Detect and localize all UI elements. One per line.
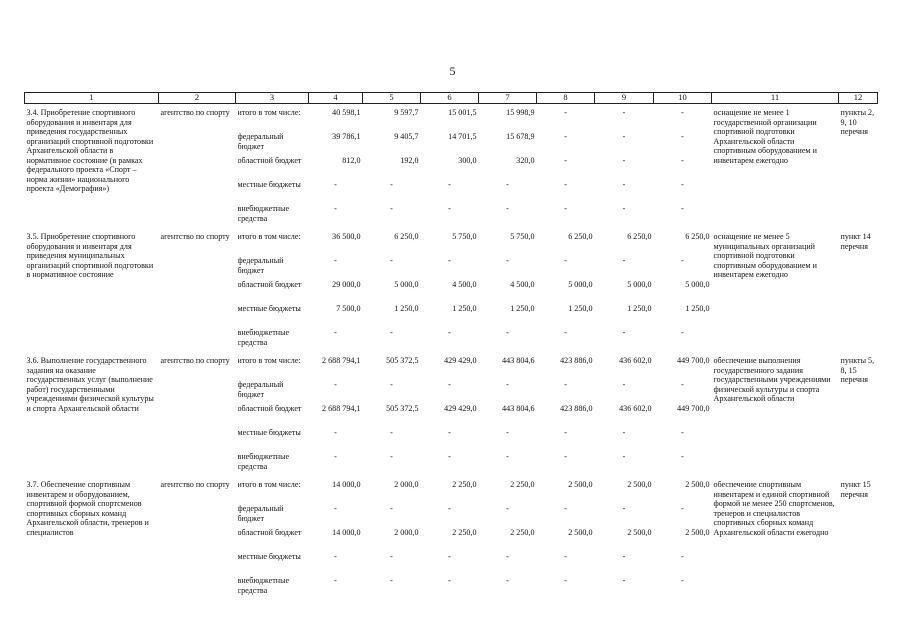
amount-value: - xyxy=(448,180,451,189)
column-header-1: 1 xyxy=(25,93,159,104)
funding-source-label: итого в том числе: xyxy=(237,480,301,489)
amount-cell-c8 xyxy=(537,476,595,600)
amount-value: - xyxy=(622,180,626,189)
amount-value: 429 429,0 xyxy=(444,404,477,413)
amount-value: 5 000,0 xyxy=(627,280,652,289)
amount-cell-c9 xyxy=(595,476,654,600)
amount-value: 2 250,0 xyxy=(510,528,535,537)
amount-value: 443 804,6 xyxy=(502,356,535,365)
amount-value: - xyxy=(448,328,451,337)
amount-value: - xyxy=(622,504,626,513)
amount-value: - xyxy=(564,428,567,437)
funding-source-label: итого в том числе: xyxy=(237,356,301,365)
amount-value: - xyxy=(334,428,337,437)
amount-cell-c5 xyxy=(363,104,421,229)
amount-cell-c8 xyxy=(537,352,595,476)
list-points-cell: пункт 15 перечня xyxy=(840,480,871,499)
measure-description: 3.5. Приобретение спортивного оборудования и инвентаря для приведения муниципальных организаций спортивной подготовки в нормативное состояние xyxy=(26,232,154,279)
amount-value: - xyxy=(448,452,451,461)
measure-description: 3.7. Обеспечение спортивным инвентарем и оборудованием, спортивной формой спортсменов спортивных сборных команд Архангельской области, тренеров и специалистов xyxy=(26,480,149,537)
target-indicator-cell: обеспечение спортивным инвентарем и единой спортивной формой не менее 250 спортсменов, тренеров и специалистов спортивных сборных команд Архангельской области ежегодно xyxy=(713,480,835,537)
amount-cell-c8 xyxy=(537,104,595,229)
funding-source-label: местные бюджеты xyxy=(237,428,301,437)
amount-cell-c7 xyxy=(479,228,537,352)
amount-value: - xyxy=(681,132,684,141)
amount-value: - xyxy=(506,452,509,461)
funding-source-label: внебюджетные средства xyxy=(237,576,290,595)
amount-value: - xyxy=(622,156,626,165)
amount-value: - xyxy=(506,180,509,189)
amount-value: 7 500,0 xyxy=(336,304,361,313)
amount-value: 449 700,0 xyxy=(677,404,710,413)
measure-description: 3.4. Приобретение спортивного оборудования и инвентаря для приведения государственных организаций спортивной подготовки Архангельской области в нормативное состояние (в рамках федерального проекта «Спорт – норма жизни» национального проекта «Демография») xyxy=(26,108,154,193)
amount-value: - xyxy=(334,452,337,461)
amount-value: 4 500,0 xyxy=(510,280,535,289)
amount-value: - xyxy=(448,380,451,389)
amount-cell-c10 xyxy=(654,104,712,229)
amount-value: - xyxy=(390,428,393,437)
amount-value: - xyxy=(506,380,509,389)
funding-source-label: областной бюджет xyxy=(237,156,302,165)
amount-value: - xyxy=(622,328,626,337)
amount-value: - xyxy=(334,204,337,213)
amount-value: - xyxy=(622,452,626,461)
amount-cell-c4 xyxy=(309,352,363,476)
amount-value: 6 250,0 xyxy=(685,232,710,241)
amount-cell-c6 xyxy=(421,104,479,229)
amount-value: 2 500,0 xyxy=(627,528,652,537)
amount-value: - xyxy=(390,204,393,213)
amount-value: 429 429,0 xyxy=(444,356,477,365)
executor-cell: агентство по спорту xyxy=(160,356,230,365)
amount-value: - xyxy=(390,552,393,561)
amount-cell-c6 xyxy=(421,228,479,352)
funding-source-label: итого в том числе: xyxy=(237,108,301,117)
amount-value: - xyxy=(681,552,684,561)
executor-cell: агентство по спорту xyxy=(160,232,230,241)
funding-source-label: областной бюджет xyxy=(237,404,302,413)
amount-value: - xyxy=(681,256,684,265)
funding-sources-cell xyxy=(236,104,309,229)
amount-value: - xyxy=(564,576,567,585)
amount-value: 1 250,0 xyxy=(685,304,710,313)
amount-value: - xyxy=(334,380,337,389)
list-points-cell: пункты 2, 9, 10 перечня xyxy=(840,108,875,136)
amount-value: 443 804,6 xyxy=(502,404,535,413)
amount-value: 2 500,0 xyxy=(568,480,593,489)
amount-value: 6 250,0 xyxy=(568,232,593,241)
amount-cell-c7 xyxy=(479,104,537,229)
amount-value: - xyxy=(622,576,626,585)
column-header-5: 5 xyxy=(363,93,421,104)
amount-value: - xyxy=(564,504,567,513)
funding-source-label: местные бюджеты xyxy=(237,552,301,561)
amount-value: 2 688 794,1 xyxy=(322,356,361,365)
column-header-2: 2 xyxy=(159,93,236,104)
amount-value: - xyxy=(564,156,567,165)
amount-value: 14 701,5 xyxy=(448,132,477,141)
target-indicator-cell: обеспечение выполнения государственного задания государственными учреждениями физической культуры и спорта Архангельской области xyxy=(713,356,831,403)
amount-value: - xyxy=(622,204,626,213)
amount-value: - xyxy=(681,576,684,585)
amount-value: - xyxy=(564,132,567,141)
amount-value: 14 000,0 xyxy=(332,480,361,489)
amount-value: 5 000,0 xyxy=(568,280,593,289)
amount-value: 9 597,7 xyxy=(394,108,419,117)
measure-description: 3.6. Выполнение государственного задания на оказание государственных услуг (выполнение работ) государственными учреждениями физической культуры и спорта Архангельской области xyxy=(26,356,154,413)
amount-value: 812,0 xyxy=(342,156,361,165)
column-header-4: 4 xyxy=(309,93,363,104)
amount-value: - xyxy=(681,452,684,461)
amount-value: 5 750,0 xyxy=(510,232,535,241)
amount-value: 15 998,9 xyxy=(506,108,535,117)
amount-value: - xyxy=(622,552,626,561)
amount-value: 6 250,0 xyxy=(394,232,419,241)
funding-source-label: внебюджетные средства xyxy=(237,328,290,347)
amount-value: 2 250,0 xyxy=(510,480,535,489)
amount-value: 39 786,1 xyxy=(332,132,361,141)
amount-value: - xyxy=(390,576,393,585)
amount-value: - xyxy=(506,428,509,437)
amount-value: - xyxy=(390,452,393,461)
amount-value: 300,0 xyxy=(458,156,477,165)
amount-value: 2 000,0 xyxy=(394,528,419,537)
amount-value: - xyxy=(564,452,567,461)
column-header-3: 3 xyxy=(236,93,309,104)
amount-value: - xyxy=(448,428,451,437)
amount-value: 436 602,0 xyxy=(619,404,652,413)
table-row xyxy=(25,476,878,600)
amount-value: - xyxy=(334,552,337,561)
amount-value: - xyxy=(448,504,451,513)
amount-value: - xyxy=(564,552,567,561)
amount-value: - xyxy=(564,380,567,389)
amount-value: - xyxy=(564,204,567,213)
funding-source-label: местные бюджеты xyxy=(237,304,301,313)
amount-value: - xyxy=(506,204,509,213)
amount-value: 36 500,0 xyxy=(332,232,361,241)
funding-sources-cell xyxy=(236,352,309,476)
amount-value: - xyxy=(390,504,393,513)
amount-value: 423 886,0 xyxy=(560,404,593,413)
amount-cell-c10 xyxy=(654,228,712,352)
header-row xyxy=(25,93,878,104)
amount-value: 1 250,0 xyxy=(627,304,652,313)
amount-value: 9 405,7 xyxy=(394,132,419,141)
amount-value: - xyxy=(390,328,393,337)
amount-value: - xyxy=(564,180,567,189)
amount-value: - xyxy=(448,204,451,213)
amount-value: - xyxy=(334,256,337,265)
amount-value: 14 000,0 xyxy=(332,528,361,537)
amount-cell-c5 xyxy=(363,228,421,352)
amount-value: 2 500,0 xyxy=(627,480,652,489)
amount-value: - xyxy=(506,256,509,265)
executor-cell: агентство по спорту xyxy=(160,480,230,489)
funding-source-label: местные бюджеты xyxy=(237,180,301,189)
amount-value: - xyxy=(564,108,567,117)
column-header-6: 6 xyxy=(421,93,479,104)
amount-value: - xyxy=(390,256,393,265)
amount-value: 40 598,1 xyxy=(332,108,361,117)
amount-value: - xyxy=(681,328,684,337)
amount-value: - xyxy=(681,156,684,165)
amount-value: - xyxy=(506,504,509,513)
amount-value: - xyxy=(622,256,626,265)
amount-value: 2 500,0 xyxy=(568,528,593,537)
table-row xyxy=(25,104,878,229)
amount-value: 449 700,0 xyxy=(677,356,710,365)
amount-cell-c4 xyxy=(309,104,363,229)
target-indicator-cell: оснащение не менее 5 муниципальных организаций спортивной подготовки спортивным оборудованием и инвентарем ежегодно xyxy=(713,232,817,279)
column-header-8: 8 xyxy=(537,93,595,104)
amount-value: 1 250,0 xyxy=(510,304,535,313)
amount-cell-c5 xyxy=(363,476,421,600)
funding-source-label: федеральный бюджет xyxy=(237,504,284,523)
column-header-11: 11 xyxy=(712,93,839,104)
amount-value: 423 886,0 xyxy=(560,356,593,365)
amount-value: 2 688 794,1 xyxy=(322,404,361,413)
amount-value: 2 000,0 xyxy=(394,480,419,489)
column-header-12: 12 xyxy=(839,93,878,104)
amount-cell-c4 xyxy=(309,476,363,600)
amount-value: 2 250,0 xyxy=(452,480,477,489)
amount-value: - xyxy=(564,256,567,265)
amount-cell-c6 xyxy=(421,352,479,476)
amount-value: - xyxy=(622,132,626,141)
amount-value: - xyxy=(681,380,684,389)
page-number: 5 xyxy=(449,64,456,78)
column-header-10: 10 xyxy=(654,93,712,104)
amount-value: - xyxy=(390,180,393,189)
amount-cell-c8 xyxy=(537,228,595,352)
amount-value: 5 000,0 xyxy=(394,280,419,289)
amount-value: - xyxy=(448,576,451,585)
amount-value: - xyxy=(622,380,626,389)
amount-cell-c4 xyxy=(309,228,363,352)
amount-value: - xyxy=(334,576,337,585)
amount-cell-c10 xyxy=(654,352,712,476)
amount-value: 1 250,0 xyxy=(568,304,593,313)
table-row xyxy=(25,228,878,352)
amount-value: 1 250,0 xyxy=(394,304,419,313)
funding-source-label: федеральный бюджет xyxy=(237,132,284,151)
funding-source-label: федеральный бюджет xyxy=(237,380,284,399)
amount-value: 15 001,5 xyxy=(448,108,477,117)
funding-source-label: внебюджетные средства xyxy=(237,452,290,471)
table-row xyxy=(25,352,878,476)
amount-value: 320,0 xyxy=(516,156,535,165)
amount-value: - xyxy=(681,428,684,437)
amount-value: 5 000,0 xyxy=(685,280,710,289)
amount-value: - xyxy=(448,552,451,561)
amount-value: - xyxy=(681,204,684,213)
amount-value: - xyxy=(334,504,337,513)
amount-value: 6 250,0 xyxy=(627,232,652,241)
amount-cell-c7 xyxy=(479,352,537,476)
amount-value: - xyxy=(334,180,337,189)
funding-source-label: итого в том числе: xyxy=(237,232,301,241)
target-indicator-cell: оснащение не менее 1 государственной организации спортивной подготовки Архангельской области спортивным оборудованием и инвентарем ежегодно xyxy=(713,108,817,165)
amount-value: - xyxy=(334,328,337,337)
amount-value: - xyxy=(506,328,509,337)
column-header-9: 9 xyxy=(595,93,654,104)
amount-value: 2 250,0 xyxy=(452,528,477,537)
list-points-cell: пункт 14 перечня xyxy=(840,232,871,251)
list-points-cell: пункты 5, 8, 15 перечня xyxy=(840,356,875,384)
funding-source-label: внебюджетные средства xyxy=(237,204,290,223)
amount-value: - xyxy=(681,504,684,513)
amount-value: 505 372,5 xyxy=(386,356,419,365)
amount-value: 5 750,0 xyxy=(452,232,477,241)
amount-value: 505 372,5 xyxy=(386,404,419,413)
amount-value: 192,0 xyxy=(400,156,419,165)
amount-cell-c6 xyxy=(421,476,479,600)
amount-value: 436 602,0 xyxy=(619,356,652,365)
amount-cell-c9 xyxy=(595,104,654,229)
amount-value: 2 500,0 xyxy=(685,480,710,489)
amount-value: - xyxy=(448,256,451,265)
amount-value: - xyxy=(564,328,567,337)
amount-value: - xyxy=(390,380,393,389)
executor-cell: агентство по спорту xyxy=(160,108,230,117)
amount-value: - xyxy=(622,428,626,437)
amount-cell-c10 xyxy=(654,476,712,600)
amount-value: 1 250,0 xyxy=(452,304,477,313)
amount-value: 15 678,9 xyxy=(506,132,535,141)
amount-cell-c5 xyxy=(363,352,421,476)
amount-value: 4 500,0 xyxy=(452,280,477,289)
funding-sources-cell xyxy=(236,476,309,600)
amount-value: - xyxy=(506,552,509,561)
amount-cell-c9 xyxy=(595,352,654,476)
column-header-7: 7 xyxy=(479,93,537,104)
amount-value: - xyxy=(681,108,684,117)
budget-table xyxy=(24,92,878,600)
amount-value: - xyxy=(681,180,684,189)
funding-source-label: областной бюджет xyxy=(237,280,302,289)
funding-source-label: областной бюджет xyxy=(237,528,302,537)
amount-cell-c7 xyxy=(479,476,537,600)
funding-source-label: федеральный бюджет xyxy=(237,256,284,275)
funding-sources-cell xyxy=(236,228,309,352)
amount-value: 2 500,0 xyxy=(685,528,710,537)
table-body xyxy=(25,104,878,601)
amount-value: - xyxy=(506,576,509,585)
amount-value: - xyxy=(622,108,626,117)
amount-value: 29 000,0 xyxy=(332,280,361,289)
amount-cell-c9 xyxy=(595,228,654,352)
